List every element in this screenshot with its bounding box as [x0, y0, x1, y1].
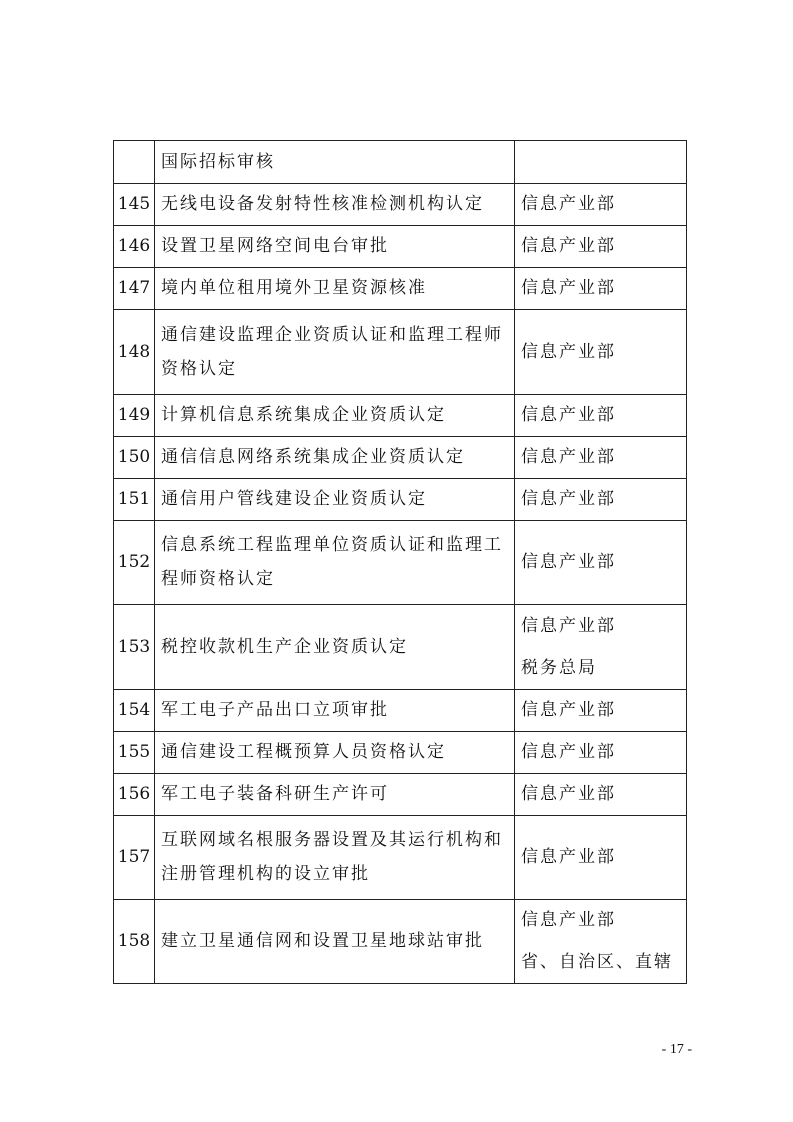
item-name-cell: [155, 437, 515, 479]
row-number-cell: 145: [114, 184, 155, 226]
item-name-cell: [155, 774, 515, 816]
department-cell: [515, 479, 687, 521]
table-row: [114, 774, 687, 816]
row-number-cell: 157: [114, 816, 155, 900]
department-cell: [515, 732, 687, 774]
item-name-line: 设置卫星网络空间电台审批: [161, 236, 389, 256]
department-cell: [515, 395, 687, 437]
department-line: 信息产业部: [521, 405, 616, 425]
item-name-line: 通信建设监理企业资质认证和监理工程师: [161, 324, 503, 345]
row-number-cell: 154: [114, 690, 155, 732]
department-line: 信息产业部: [521, 742, 616, 762]
table-row: [114, 226, 687, 268]
table-row: [114, 732, 687, 774]
approval-items-table-wrapper: [113, 140, 687, 984]
department-line: 信息产业部: [521, 784, 616, 804]
item-name-line: 资格认定: [161, 358, 237, 379]
row-number-cell: 153: [114, 605, 155, 690]
item-name-cell: [155, 816, 515, 900]
department-line: 信息产业部: [521, 489, 616, 509]
department-cell: [515, 226, 687, 268]
department-cell: [515, 816, 687, 900]
item-name-line: 税控收款机生产企业资质认定: [161, 636, 408, 657]
item-name-line: 国际招标审核: [161, 151, 275, 172]
table-row: [114, 479, 687, 521]
item-name-cell: [155, 141, 515, 184]
row-number-cell: 147: [114, 268, 155, 310]
item-name-cell: [155, 690, 515, 732]
row-number-cell: 148: [114, 310, 155, 395]
item-name-line: 程师资格认定: [161, 569, 275, 589]
department-line: 信息产业部: [521, 447, 616, 467]
department-line: 信息产业部: [521, 847, 616, 867]
table-row: [114, 268, 687, 310]
department-cell: [515, 605, 687, 690]
item-name-cell: [155, 900, 515, 984]
approval-items-table: [113, 140, 687, 984]
item-name-line: 通信建设工程概预算人员资格认定: [161, 742, 446, 762]
row-number-cell: 156: [114, 774, 155, 816]
department-cell: [515, 184, 687, 226]
table-row: [114, 310, 687, 395]
item-name-cell: [155, 605, 515, 690]
department-line: 信息产业部: [521, 194, 616, 214]
row-number-cell: 155: [114, 732, 155, 774]
department-line: 信息产业部: [521, 910, 616, 930]
item-name-cell: [155, 310, 515, 395]
table-row: [114, 395, 687, 437]
department-line: 信息产业部: [521, 341, 616, 362]
row-number-cell: 158: [114, 900, 155, 984]
department-cell: [515, 900, 687, 984]
table-row: [114, 521, 687, 605]
item-name-line: 互联网域名根服务器设置及其运行机构和: [161, 830, 503, 850]
row-number-cell: [114, 141, 155, 184]
department-line: 信息产业部: [521, 615, 616, 636]
item-name-line: 无线电设备发射特性核准检测机构认定: [161, 194, 484, 214]
item-name-line: 信息系统工程监理单位资质认证和监理工: [161, 535, 503, 555]
item-name-line: 通信用户管线建设企业资质认定: [161, 489, 427, 509]
item-name-cell: [155, 395, 515, 437]
table-row: [114, 605, 687, 690]
item-name-cell: [155, 226, 515, 268]
department-line: 省、自治区、直辖: [521, 952, 673, 972]
row-number-cell: 149: [114, 395, 155, 437]
department-cell: [515, 268, 687, 310]
row-number-cell: 150: [114, 437, 155, 479]
department-line: 信息产业部: [521, 278, 616, 298]
page-number: - 17 -: [661, 1042, 692, 1057]
item-name-cell: [155, 521, 515, 605]
department-line: 信息产业部: [521, 700, 616, 720]
item-name-line: 通信信息网络系统集成企业资质认定: [161, 447, 465, 467]
department-line: 税务总局: [521, 657, 597, 678]
row-number-cell: 146: [114, 226, 155, 268]
item-name-cell: [155, 479, 515, 521]
item-name-cell: [155, 732, 515, 774]
row-number-cell: 151: [114, 479, 155, 521]
department-cell: [515, 437, 687, 479]
department-line: 信息产业部: [521, 236, 616, 256]
item-name-line: 军工电子装备科研生产许可: [161, 784, 389, 804]
item-name-cell: [155, 268, 515, 310]
department-cell: [515, 690, 687, 732]
item-name-line: 注册管理机构的设立审批: [161, 864, 370, 884]
approval-items-table-body: [114, 141, 687, 984]
department-cell: [515, 310, 687, 395]
table-row: [114, 690, 687, 732]
table-row: [114, 816, 687, 900]
department-cell: [515, 141, 687, 184]
row-number-cell: 152: [114, 521, 155, 605]
item-name-line: 境内单位租用境外卫星资源核准: [161, 278, 427, 298]
table-row: [114, 184, 687, 226]
department-line: 信息产业部: [521, 552, 616, 572]
department-cell: [515, 774, 687, 816]
item-name-line: 计算机信息系统集成企业资质认定: [161, 405, 446, 425]
item-name-cell: [155, 184, 515, 226]
item-name-line: 军工电子产品出口立项审批: [161, 700, 389, 720]
item-name-line: 建立卫星通信网和设置卫星地球站审批: [161, 931, 484, 951]
table-row: [114, 141, 687, 184]
table-row: [114, 437, 687, 479]
department-cell: [515, 521, 687, 605]
table-row: [114, 900, 687, 984]
